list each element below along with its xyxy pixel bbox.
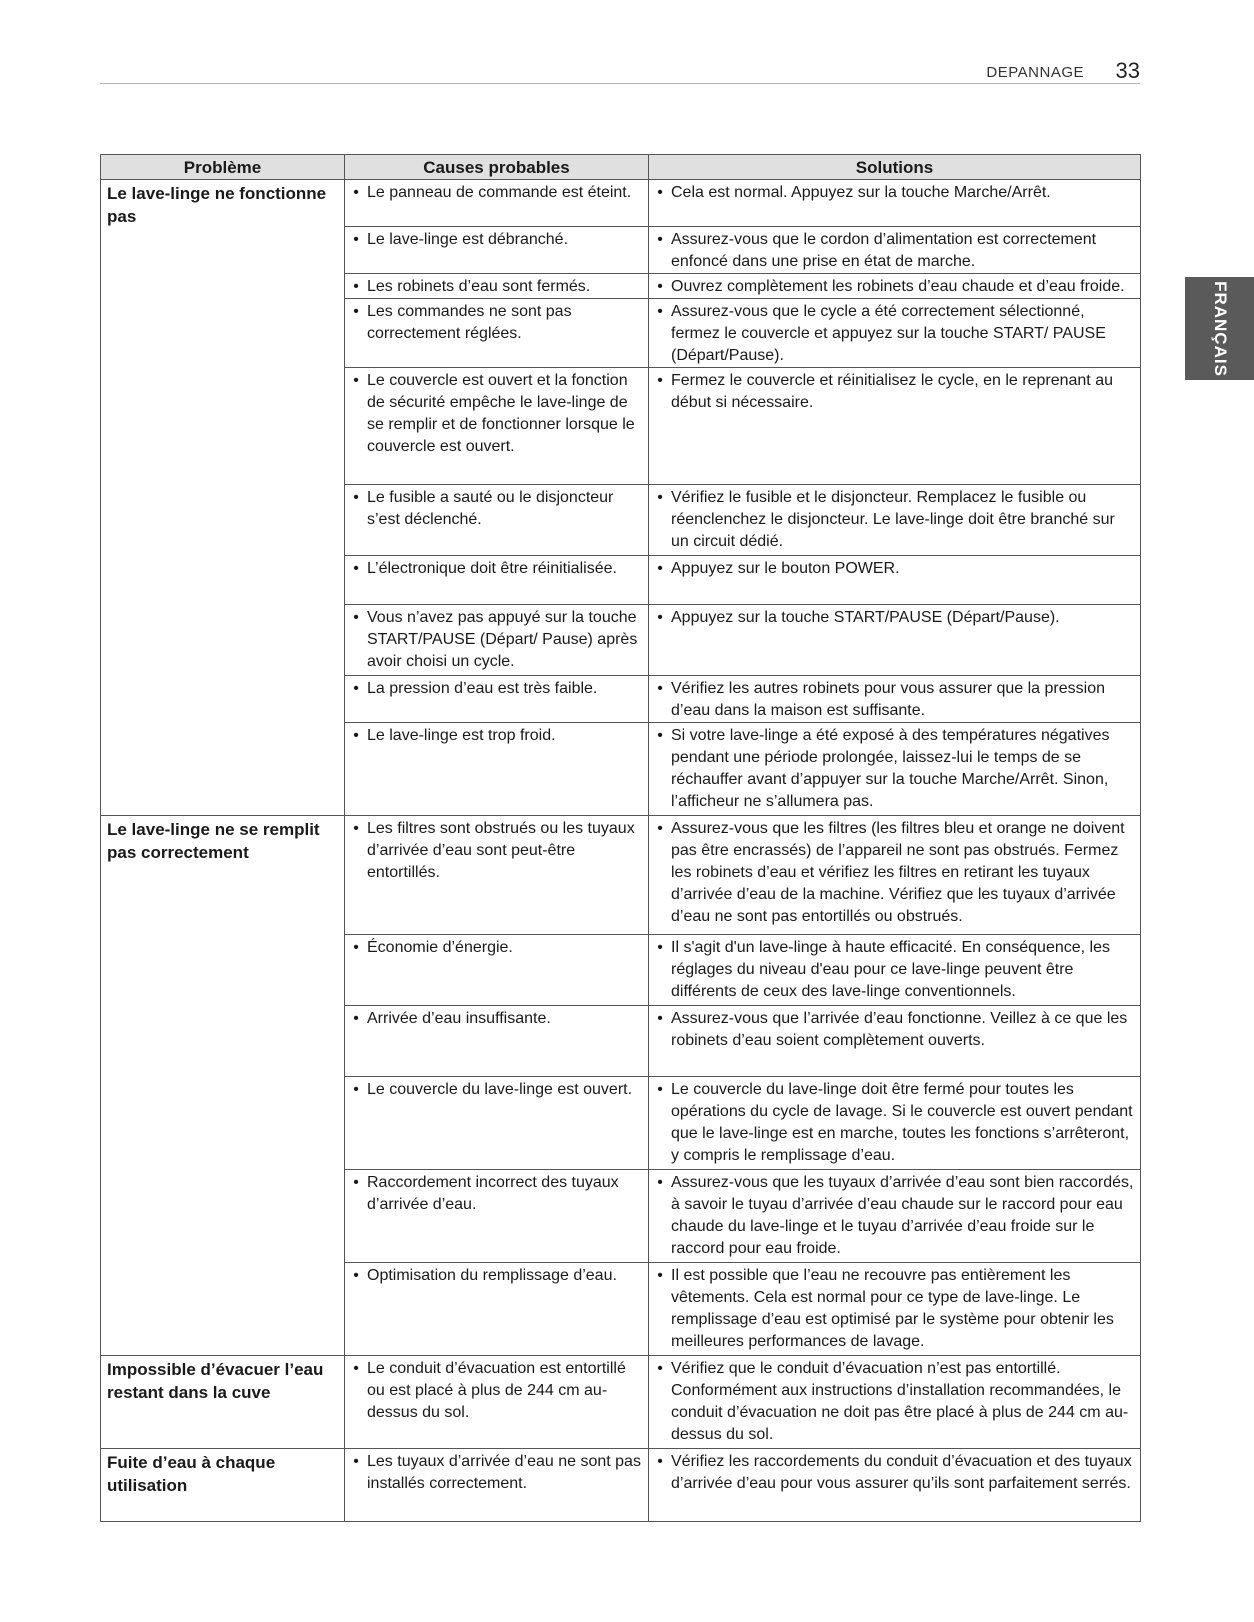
cause-text: Vous n’avez pas appuyé sur la touche START/PAUSE (Départ/ Pause) après avoir choisi un cycle.	[367, 609, 638, 670]
header-causes: Causes probables	[345, 155, 649, 180]
bullet-icon: •	[353, 560, 359, 577]
page-header	[100, 58, 1140, 84]
solution-cell	[649, 816, 1141, 935]
solution-cell	[649, 1356, 1141, 1449]
solution-text: Vérifiez les autres robinets pour vous assurer que la pression d’eau dans la maison est suffisante.	[671, 680, 1105, 719]
bullet-icon: •	[353, 278, 359, 295]
cause-cell	[345, 1263, 649, 1356]
solution-text: Vérifiez que le conduit d’évacuation n’est pas entortillé. Conformément aux instructions d’installation recommandées, le conduit d’évacuation ne doit pas être placé à plus de 244 cm au-dessus du sol.	[671, 1360, 1129, 1443]
table-row	[101, 1449, 1141, 1522]
bullet-icon: •	[657, 820, 663, 837]
page-number: 33	[1115, 58, 1140, 83]
bullet-icon: •	[353, 1010, 359, 1027]
solution-cell	[649, 180, 1141, 227]
solution-cell	[649, 299, 1141, 368]
header-rule	[100, 83, 1140, 84]
table-row	[101, 180, 1141, 227]
header-problem: Problème	[101, 155, 345, 180]
problem-cell: Le lave-linge ne fonctionne pas	[101, 180, 345, 816]
cause-text: Le panneau de commande est éteint.	[367, 184, 632, 201]
cause-text: Le couvercle du lave-linge est ouvert.	[367, 1081, 633, 1098]
bullet-icon: •	[353, 489, 359, 506]
solution-text: Assurez-vous que l’arrivée d’eau fonctionne. Veillez à ce que les robinets d’eau soient complètement ouverts.	[671, 1010, 1128, 1049]
solution-text: Cela est normal. Appuyez sur la touche Marche/Arrêt.	[671, 184, 1051, 201]
solution-text: Assurez-vous que les tuyaux d’arrivée d’eau sont bien raccordés, à savoir le tuyau d’arrivée d’eau chaude sur le raccord pour eau chaude du lave-linge et le tuyau d’arrivée d’eau froide sur le raccord pour eau froide.	[671, 1174, 1134, 1257]
cause-cell	[345, 180, 649, 227]
cause-text: Optimisation du remplissage d’eau.	[367, 1267, 617, 1284]
cause-cell	[345, 227, 649, 274]
solution-cell	[649, 274, 1141, 299]
bullet-icon: •	[657, 609, 663, 626]
cause-text: Raccordement incorrect des tuyaux d’arrivée d’eau.	[367, 1174, 619, 1213]
bullet-icon: •	[353, 680, 359, 697]
bullet-icon: •	[353, 372, 359, 389]
bullet-icon: •	[353, 1267, 359, 1284]
cause-cell	[345, 723, 649, 816]
language-tab	[1185, 277, 1254, 380]
solution-text: Assurez-vous que les filtres (les filtres bleu et orange ne doivent pas être encrassés) de l’appareil ne sont pas obstrués. Fermez les robinets d’eau et vérifiez les filtres en retirant les tuyaux d’arrivée d’eau de la machine. Vérifiez que les tuyaux d’arrivée d’eau ne sont pas entortillés ou obstrués.	[671, 820, 1125, 925]
solution-text: Appuyez sur le bouton POWER.	[671, 560, 900, 577]
problem-cell: Fuite d’eau à chaque utilisation	[101, 1449, 345, 1522]
language-tab-label: FRANÇAIS	[1210, 280, 1230, 377]
cause-text: La pression d’eau est très faible.	[367, 680, 598, 697]
solution-text: Ouvrez complètement les robinets d’eau chaude et d’eau froide.	[671, 278, 1125, 295]
cause-cell	[345, 1006, 649, 1077]
bullet-icon: •	[353, 609, 359, 626]
cause-text: Les filtres sont obstrués ou les tuyaux d’arrivée d’eau sont peut-être entortillés.	[367, 820, 635, 881]
bullet-icon: •	[353, 939, 359, 956]
bullet-icon: •	[353, 727, 359, 744]
solution-cell	[649, 1449, 1141, 1522]
bullet-icon: •	[657, 939, 663, 956]
solution-text: Il s'agit d'un lave-linge à haute efficacité. En conséquence, les réglages du niveau d'eau pour ce lave-linge peuvent être différents de ceux des lave-linge conventionnels.	[671, 939, 1110, 1000]
solution-text: Si votre lave-linge a été exposé à des températures négatives pendant une période prolongée, laissez-lui le temps de se réchauffer avant d’appuyer sur la touche Marche/Arrêt. Sinon, l’afficheur ne s’allumera pas.	[671, 727, 1110, 810]
bullet-icon: •	[657, 1174, 663, 1191]
bullet-icon: •	[657, 489, 663, 506]
table-header-row	[101, 155, 1141, 180]
solution-cell	[649, 485, 1141, 556]
table-body	[101, 180, 1141, 1522]
cause-cell	[345, 368, 649, 485]
solution-text: Assurez-vous que le cordon d’alimentation est correctement enfoncé dans une prise en état de marche.	[671, 231, 1097, 270]
problem-cell: Impossible d’évacuer l’eau restant dans la cuve	[101, 1356, 345, 1449]
table-row	[101, 1356, 1141, 1449]
cause-text: Les commandes ne sont pas correctement réglées.	[367, 303, 572, 342]
bullet-icon: •	[353, 184, 359, 201]
bullet-icon: •	[657, 1081, 663, 1098]
solution-text: Assurez-vous que le cycle a été correctement sélectionné, fermez le couvercle et appuyez sur la touche START/ PAUSE (Départ/Pause).	[671, 303, 1106, 364]
cause-text: Le lave-linge est trop froid.	[367, 727, 556, 744]
troubleshooting-table	[100, 154, 1141, 1522]
cause-text: Le lave-linge est débranché.	[367, 231, 569, 248]
cause-cell	[345, 1356, 649, 1449]
cause-cell	[345, 556, 649, 605]
cause-text: Le fusible a sauté ou le disjoncteur s’est déclenché.	[367, 489, 614, 528]
cause-text: Les robinets d’eau sont fermés.	[367, 278, 591, 295]
bullet-icon: •	[657, 727, 663, 744]
bullet-icon: •	[353, 1453, 359, 1470]
solution-cell	[649, 676, 1141, 723]
bullet-icon: •	[353, 1360, 359, 1377]
bullet-icon: •	[657, 278, 663, 295]
cause-text: Le couvercle est ouvert et la fonction de sécurité empêche le lave-linge de se remplir et de fonctionner lorsque le couvercle est ouvert.	[367, 372, 635, 455]
solution-cell	[649, 935, 1141, 1006]
cause-cell	[345, 485, 649, 556]
cause-text: Arrivée d’eau insuffisante.	[367, 1010, 551, 1027]
bullet-icon: •	[657, 184, 663, 201]
solution-cell	[649, 368, 1141, 485]
bullet-icon: •	[353, 1081, 359, 1098]
bullet-icon: •	[657, 1360, 663, 1377]
solution-cell	[649, 605, 1141, 676]
cause-text: Économie d’énergie.	[367, 939, 513, 956]
cause-text: L’électronique doit être réinitialisée.	[367, 560, 617, 577]
solution-text: Vérifiez les raccordements du conduit d’évacuation et des tuyaux d’arrivée d’eau pour vous assurer qu’ils sont parfaitement serrés.	[671, 1453, 1132, 1492]
solution-text: Il est possible que l’eau ne recouvre pas entièrement les vêtements. Cela est normal pour ce type de lave-linge. Le remplissage d’eau est optimisé par le système pour obtenir les meilleures performances de lavage.	[671, 1267, 1114, 1350]
cause-cell	[345, 935, 649, 1006]
cause-cell	[345, 1170, 649, 1263]
bullet-icon: •	[657, 1453, 663, 1470]
solution-cell	[649, 227, 1141, 274]
cause-cell	[345, 605, 649, 676]
solution-cell	[649, 1006, 1141, 1077]
bullet-icon: •	[657, 1010, 663, 1027]
header-solutions: Solutions	[649, 155, 1141, 180]
cause-cell	[345, 274, 649, 299]
solution-cell	[649, 1263, 1141, 1356]
bullet-icon: •	[657, 231, 663, 248]
bullet-icon: •	[657, 680, 663, 697]
solution-text: Appuyez sur la touche START/PAUSE (Départ/Pause).	[671, 609, 1060, 626]
bullet-icon: •	[657, 372, 663, 389]
bullet-icon: •	[657, 1267, 663, 1284]
table-row	[101, 816, 1141, 935]
bullet-icon: •	[353, 231, 359, 248]
solution-cell	[649, 723, 1141, 816]
cause-cell	[345, 816, 649, 935]
problem-cell: Le lave-linge ne se remplit pas correctement	[101, 816, 345, 1356]
solution-cell	[649, 1077, 1141, 1170]
solution-cell	[649, 556, 1141, 605]
cause-cell	[345, 299, 649, 368]
solution-cell	[649, 1170, 1141, 1263]
bullet-icon: •	[657, 303, 663, 320]
section-title: DEPANNAGE	[986, 64, 1084, 81]
bullet-icon: •	[657, 560, 663, 577]
cause-cell	[345, 1077, 649, 1170]
bullet-icon: •	[353, 820, 359, 837]
cause-text: Les tuyaux d’arrivée d’eau ne sont pas installés correctement.	[367, 1453, 641, 1492]
solution-text: Le couvercle du lave-linge doit être fermé pour toutes les opérations du cycle de lavage. Si le couvercle est ouvert pendant que le lave-linge est en marche, toutes les fonctions s’arrêteront, y compris le remplissage d’eau.	[671, 1081, 1133, 1164]
solution-text: Fermez le couvercle et réinitialisez le cycle, en le reprenant au début si nécessaire.	[671, 372, 1113, 411]
cause-cell	[345, 676, 649, 723]
cause-text: Le conduit d’évacuation est entortillé ou est placé à plus de 244 cm au-dessus du sol.	[367, 1360, 626, 1421]
cause-cell	[345, 1449, 649, 1522]
bullet-icon: •	[353, 1174, 359, 1191]
bullet-icon: •	[353, 303, 359, 320]
solution-text: Vérifiez le fusible et le disjoncteur. Remplacez le fusible ou réenclenchez le disjoncteur. Le lave-linge doit être branché sur un circuit dédié.	[671, 489, 1115, 550]
